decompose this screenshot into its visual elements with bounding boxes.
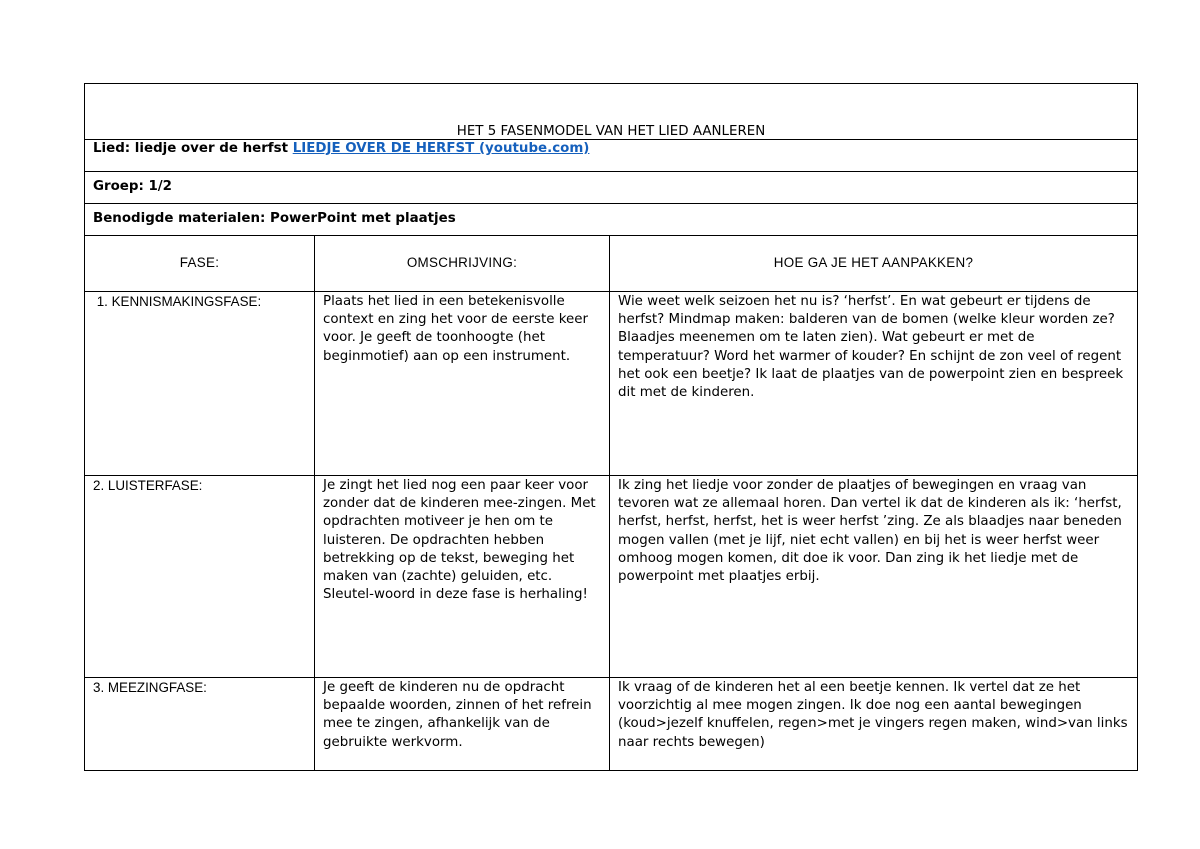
materials-label: Benodigde materialen: PowerPoint met plaatjes xyxy=(93,211,456,227)
header-row xyxy=(85,236,1138,292)
phase-cell: 1. KENNISMAKINGSFASE: xyxy=(85,292,315,476)
group-label: Groep: 1/2 xyxy=(93,179,173,195)
approach-cell: Ik zing het liedje voor zonder de plaatjes of bewegingen en vraag van tevoren wat ze allemaal horen. Dan vertel ik dat de kinderen als ik: ‘herfst, herfst, herfst, herfst, het is weer herfst ’zing. Ze als blaadjes naar beneden mogen vallen (met je lijf, niet echt vallen) en bij het is weer herfst weer omhoog mogen komen, dit doe ik voor. Dan zing ik het liedje met de powerpoint met plaatjes erbij. xyxy=(610,476,1138,678)
song-link[interactable]: LIEDJE OVER DE HERFST (youtube.com) xyxy=(292,141,590,156)
materials-row xyxy=(85,204,1138,236)
description-cell: Plaats het lied in een betekenisvolle context en zing het voor de eerste keer voor. Je geeft de toonhoogte (het beginmotief) aan op een instrument. xyxy=(315,292,610,476)
title-row xyxy=(85,84,1138,140)
header-approach: HOE GA JE HET AANPAKKEN? xyxy=(610,236,1138,292)
materials-cell xyxy=(85,204,1138,236)
song-row xyxy=(85,140,1138,172)
header-description: OMSCHRIJVING: xyxy=(315,236,610,292)
group-row xyxy=(85,172,1138,204)
lesson-plan-table xyxy=(84,83,1138,771)
title-cell xyxy=(85,84,1138,140)
phase-cell: 3. MEEZINGFASE: xyxy=(85,678,315,771)
table-row xyxy=(85,292,1138,476)
phase-cell: 2. LUISTERFASE: xyxy=(85,476,315,678)
description-cell: Je zingt het lied nog een paar keer voor zonder dat de kinderen mee-zingen. Met opdrachten motiveer je hen om te luisteren. De opdrachten hebben betrekking op de tekst, beweging het maken van (zachte) geluiden, etc. Sleutel-woord in deze fase is herhaling! xyxy=(315,476,610,678)
document-title: HET 5 FASENMODEL VAN HET LIED AANLEREN xyxy=(456,123,766,139)
approach-cell: Wie weet welk seizoen het nu is? ‘herfst’. En wat gebeurt er tijdens de herfst? Mindmap maken: balderen van de bomen (welke kleur worden ze? Blaadjes meenemen om te laten zien). Wat gebeurt er met de temperatuur? Word het warmer of kouder? En schijnt de zon veel of regent het ook een beetje? Ik laat de plaatjes van de powerpoint zien en bespreek dit met de kinderen. xyxy=(610,292,1138,476)
description-cell: Je geeft de kinderen nu de opdracht bepaalde woorden, zinnen of het refrein mee te zingen, afhankelijk van de gebruikte werkvorm. xyxy=(315,678,610,771)
group-cell xyxy=(85,172,1138,204)
song-cell xyxy=(85,140,1138,172)
approach-cell: Ik vraag of de kinderen het al een beetje kennen. Ik vertel dat ze het voorzichtig al mee mogen zingen. Ik doe nog een aantal bewegingen (koud>jezelf knuffelen, regen>met je vingers regen maken, wind>van links naar rechts bewegen) xyxy=(610,678,1138,771)
table-row xyxy=(85,678,1138,771)
header-phase: FASE: xyxy=(85,236,315,292)
table-row xyxy=(85,476,1138,678)
song-label: Lied: liedje over de herfst xyxy=(93,141,289,156)
